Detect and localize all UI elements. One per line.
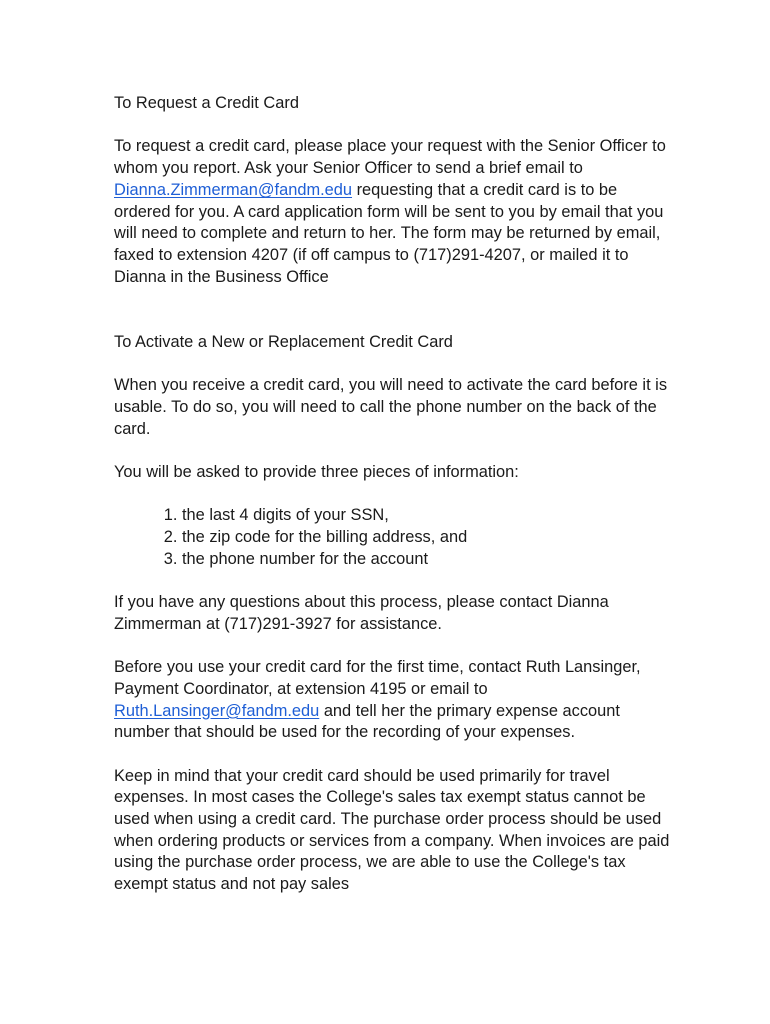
paragraph-payment-coordinator xyxy=(114,657,674,744)
paragraph-text: To request a credit card, please place your request with the Senior Officer to whom you report. Ask your Senior Officer to send a brief email to xyxy=(114,137,666,178)
paragraph-questions-contact: If you have any questions about this process, please contact Dianna Zimmerman at (717)291-3927 for assistance. xyxy=(114,593,609,633)
heading-activate-credit-card: To Activate a New or Replacement Credit Card xyxy=(114,332,453,351)
spacer xyxy=(114,570,674,592)
spacer xyxy=(114,288,674,331)
list-item: 3. the phone number for the account xyxy=(182,549,674,571)
paragraph-text: and tell her the primary expense account number that should be used for the recording of your expenses. xyxy=(114,701,620,742)
list-item: 2. the zip code for the billing address, and xyxy=(182,527,674,549)
spacer xyxy=(114,635,674,657)
paragraph-text: Before you use your credit card for the first time, contact Ruth Lansinger, Payment Coordinator, at extension 4195 or email to xyxy=(114,658,641,698)
heading-request-credit-card: To Request a Credit Card xyxy=(114,94,299,112)
information-list xyxy=(114,505,674,570)
spacer xyxy=(114,115,674,137)
paragraph-activation: When you receive a credit card, you will need to activate the card before it is usable. To do so, you will need to call the phone number on the back of the card. xyxy=(114,376,668,438)
paragraph-request-instructions xyxy=(114,136,674,288)
spacer xyxy=(114,744,674,766)
spacer xyxy=(114,484,674,506)
spacer xyxy=(114,440,674,462)
email-link-dianna[interactable]: Dianna.Zimmerman@fandm.edu xyxy=(114,180,353,199)
list-item: 1. the last 4 digits of your SSN, xyxy=(182,505,674,527)
paragraph-text: requesting that a credit card is to be ordered for you. A card application form will be sent to you by email that you will need to complete and return to her. The form may be returned by email, faxed to extension 4207 (if off campus to (717)291-4207, or mailed it to Dianna in the Business Office xyxy=(114,180,664,286)
spacer xyxy=(114,353,674,375)
email-link-ruth[interactable]: Ruth.Lansinger@fandm.edu xyxy=(114,701,320,720)
paragraph-travel-expenses: Keep in mind that your credit card should be used primarily for travel expenses. In most cases the College's sales tax exempt status cannot be used when using a credit card. The purchase order process should be used when ordering products or services from a company. When invoices are paid using the purchase order process, we are able to use the College's tax exempt status and not pay sales xyxy=(114,766,670,894)
document-body xyxy=(114,93,674,896)
paragraph-information-intro: You will be asked to provide three pieces of information: xyxy=(114,462,519,481)
